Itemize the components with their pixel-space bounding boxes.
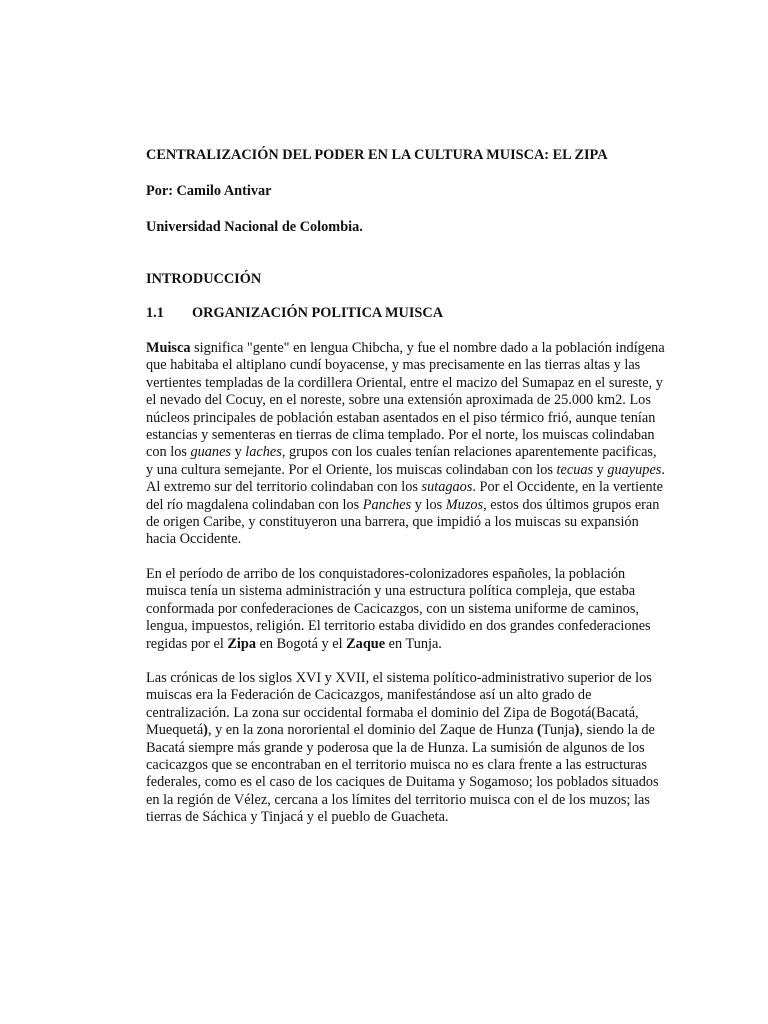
paragraph-text: en Bogotá y el xyxy=(256,635,347,652)
paragraph-2 xyxy=(146,566,666,653)
section-number: 1.1 xyxy=(146,305,164,321)
bold-term: ( xyxy=(537,722,542,739)
paragraph-text: y xyxy=(593,461,608,478)
bold-term: ) xyxy=(574,722,580,739)
paragraph-text: y xyxy=(231,444,246,461)
paragraph-text: , siendo la de Bacatá siempre más grande y poderosa que la de Hunza. La sumisión de algunos de los cacicazgos que se encontraban en el territorio muisca no es clara frente a las estructuras federales, como es el caso de los caciques de Duitama y Sogamoso; los poblados situados en la región de Vélez, cercana a los límites del territorio muisca con el de los muzos; las tierras de Sáchica y Tinjacá y el pueblo de Guacheta. xyxy=(146,722,659,826)
paragraph-text: Las crónicas de los siglos XVI y XVII, el sistema político-administrativo superior de los muiscas era la Federación de Cacicazgos, manifestándose así un alto grado de centralización. La zona sur occidental formaba el dominio del Zipa de Bogotá(Bacatá, Muequetá xyxy=(146,669,652,739)
paragraph-text: , y en la zona nororiental el dominio del Zaque de Hunza xyxy=(207,722,538,739)
document-page xyxy=(146,146,666,844)
paragraph-text: . Al extremo sur del territorio colindaban con los xyxy=(146,461,665,496)
paragraph-text: . Por el Occidente, en la vertiente del río magdalena colindaban con los xyxy=(146,479,663,513)
section-heading xyxy=(146,304,666,322)
document-title: CENTRALIZACIÓN DEL PODER EN LA CULTURA MUISCA: EL ZIPA xyxy=(146,147,608,163)
italic-term: sutagaos xyxy=(421,479,473,496)
italic-term: Muzos, xyxy=(445,496,487,513)
section-title: ORGANIZACIÓN POLITICA MUISCA xyxy=(192,305,444,321)
paragraph-1 xyxy=(146,340,666,549)
italic-term: guayupes xyxy=(607,461,662,478)
bold-term: Zipa xyxy=(227,635,256,652)
paragraph-text: estos dos últimos grupos eran de origen Caribe, y constituyeron una barrera, que impidió a los muiscas su expansión hacia Occidente. xyxy=(146,496,660,548)
paragraph-text: En el período de arribo de los conquistadores-colonizadores españoles, la población muisca tenía un sistema administración y una estructura política compleja, que estaba conformada por confederaciones de Cacicazgos, con un sistema uniforme de caminos, lengua, impuestos, religión. El territorio estaba dividido en dos grandes confederaciones regidas por el xyxy=(146,565,651,652)
university-line: Universidad Nacional de Colombia. xyxy=(146,219,363,235)
author-line: Por: Camilo Antivar xyxy=(146,183,272,199)
intro-heading: INTRODUCCIÓN xyxy=(146,271,262,287)
bold-term: Zaque xyxy=(346,635,386,652)
paragraph-text: en Tunja. xyxy=(385,635,442,652)
paragraph-text: significa "gente" en lengua Chibcha, y fue el nombre dado a la población indígena que habitaba el altiplano cundí boyacense, y mas precisamente en las tierras altas y las vertientes templadas de la cordillera Oriental, entre el macizo del Sumapaz en el sureste, y el nevado del Cocuy, en el noreste, sobre una extensión aproximada de 25.000 km2. Los núcleos principales de población estaban asentados en el piso térmico frió, aunque tenían estancias y sementeras en tierras de clima templado. Por el norte, los muiscas colindaban con los xyxy=(146,340,665,461)
italic-term: tecuas xyxy=(556,461,594,478)
italic-term: Panches xyxy=(362,496,412,513)
paragraph-text: Tunja xyxy=(541,722,575,739)
paragraph-text: , grupos con los cuales tenían relaciones aparentemente pacificas, y una cultura semejante. Por el Oriente, los muiscas colindaban con los xyxy=(146,444,657,478)
bold-term: ) xyxy=(203,722,208,739)
paragraph-3 xyxy=(146,670,666,827)
lead-term: Muisca xyxy=(146,340,191,356)
italic-term: laches xyxy=(245,444,282,461)
paragraph-text: y los xyxy=(411,496,446,513)
italic-term: guanes xyxy=(190,444,231,461)
